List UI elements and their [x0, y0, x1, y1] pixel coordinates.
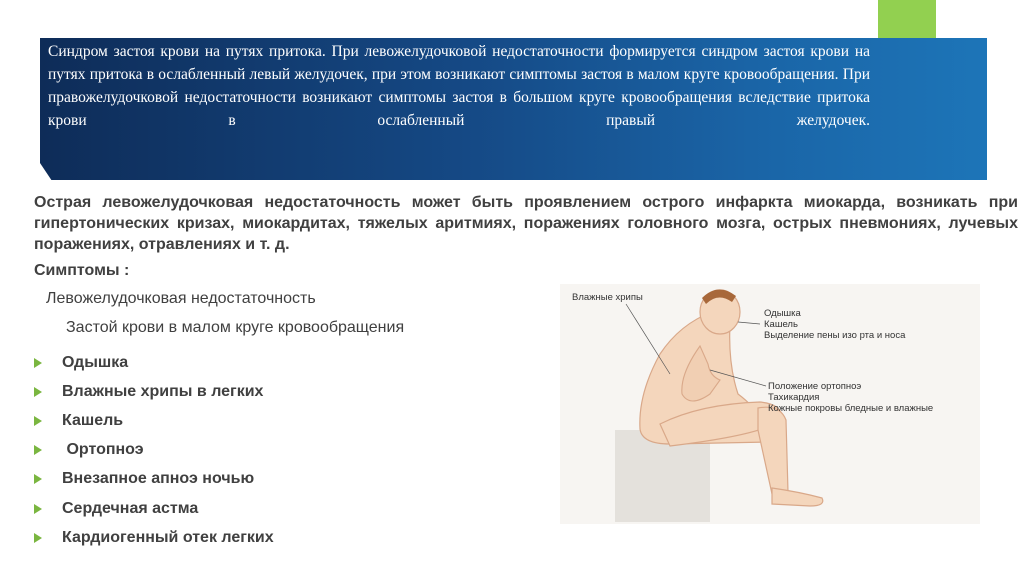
symptoms-subtitle-pulmonary-congestion: Застой крови в малом круге кровообращения [66, 319, 405, 336]
list-item-label: Влажные хрипы в легких [62, 382, 264, 400]
list-item-label: Сердечная астма [62, 499, 199, 517]
label-skin: Кожные покровы бледные и влажные [768, 403, 934, 414]
list-item [34, 523, 274, 552]
triangle-bullet-icon [34, 416, 42, 426]
list-item-label: Кашель [62, 411, 124, 429]
orthopnea-illustration [560, 284, 980, 524]
leader-line-rales [626, 304, 670, 374]
triangle-bullet-icon [34, 533, 42, 543]
lower-leg-shape [758, 407, 788, 495]
label-orthopnea: Положение ортопноэ [768, 381, 862, 392]
label-cough: Кашель [764, 319, 798, 330]
symptom-list [34, 348, 274, 552]
intro-paragraph: Острая левожелудочковая недостаточность может быть проявлением острого инфаркта миокарда, возникать при гипертонических кризах, миокардитах, тяжелых аритмиях, поражениях головного мозга, острых пневмониях, лучевых поражениях, отравлениях и т. д. [34, 194, 1018, 253]
list-item-label: Внезапное апноэ ночью [62, 470, 255, 488]
symptoms-subtitle-left-ventricular: Левожелудочковая недостаточность [46, 290, 316, 307]
list-item [34, 436, 274, 465]
label-wet-rales: Влажные хрипы [572, 292, 643, 303]
list-item [34, 406, 274, 435]
list-item [34, 494, 274, 523]
list-item-label: Одышка [62, 353, 129, 371]
triangle-bullet-icon [34, 474, 42, 484]
list-item [34, 348, 274, 377]
list-item-label: Ортопноэ [62, 441, 144, 459]
list-item-label: Кардиогенный отек легких [62, 528, 274, 546]
triangle-bullet-icon [34, 445, 42, 455]
list-item [34, 377, 274, 406]
triangle-bullet-icon [34, 504, 42, 514]
label-dyspnea: Одышка [764, 308, 801, 319]
banner-text: Синдром застоя крови на путях притока. При левожелудочковой недостаточности формируется синдром застоя крови на путях притока в ослабленный левый желудочек, при этом возникают симптомы застоя в малом круге кровообращения. При правожелудочковой недостаточности возникают симптомы застоя в большом круге кровообращения вследствие притока крови в ослабленный правый желудочек. [48, 43, 870, 129]
label-tachycardia: Тахикардия [768, 392, 820, 403]
triangle-bullet-icon [34, 358, 42, 368]
label-foam: Выделение пены изо рта и носа [764, 330, 906, 341]
symptoms-title: Симптомы : [34, 262, 130, 279]
list-item [34, 465, 274, 494]
foot-shape [772, 488, 823, 506]
leader-line-dyspnea [738, 322, 760, 324]
triangle-bullet-icon [34, 387, 42, 397]
